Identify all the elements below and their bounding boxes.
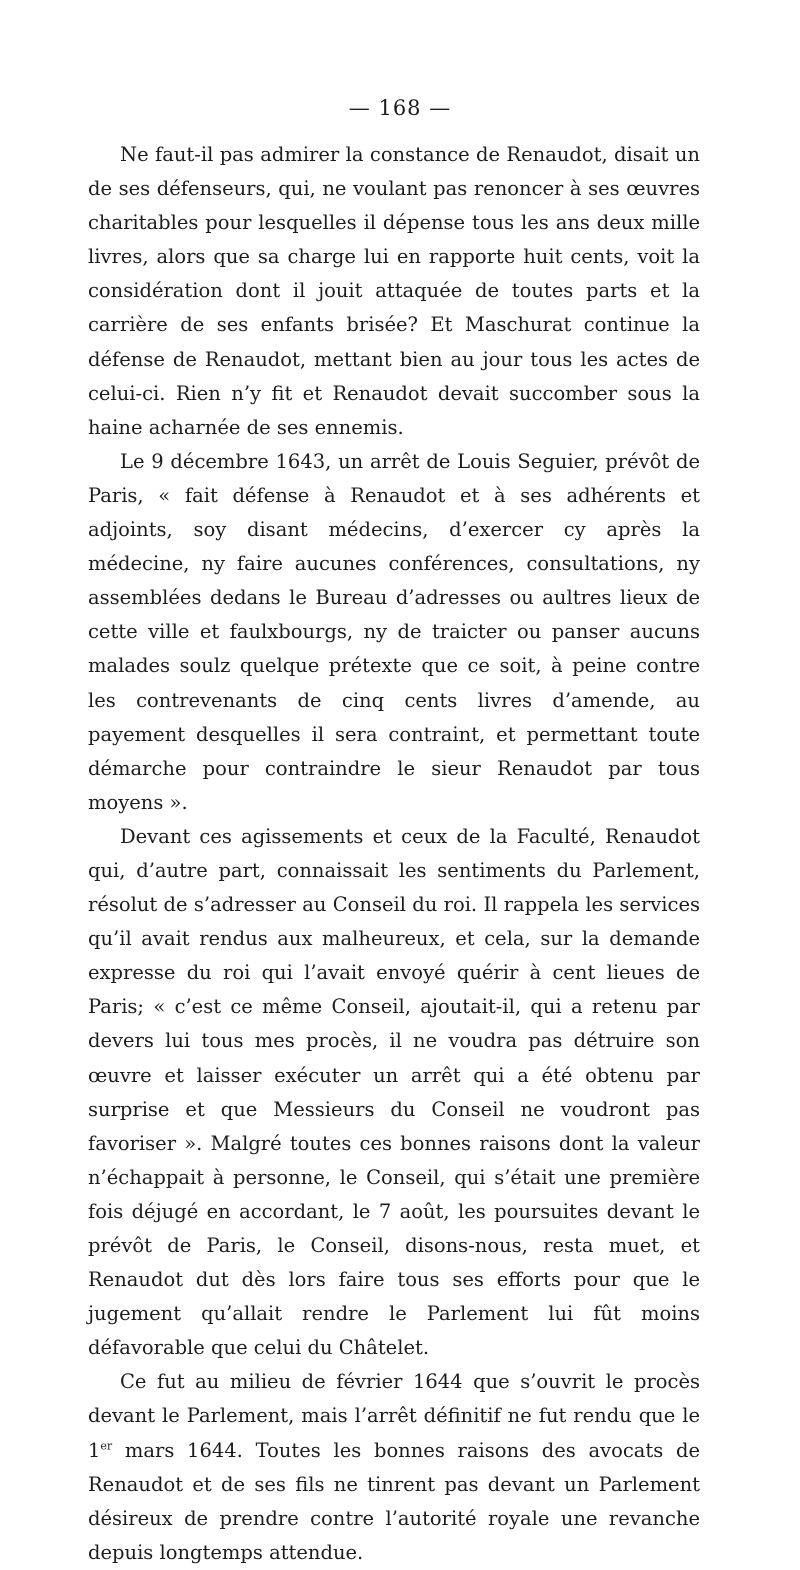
body-text	[88, 138, 700, 1570]
paragraph: Ne faut-il pas admirer la constance de Renaudot, disait un de ses défenseurs, qui, ne voulant pas renoncer à ses œuvres charitables pour lesquelles il dépense tous les ans deux mille livres, alors que sa charge lui en rapporte huit cents, voit la considération dont il jouit attaquée de toutes parts et la carrière de ses enfants brisée? Et Maschurat continue la défense de Renaudot, mettant bien au jour tous les actes de celui-ci. Rien n’y fit et Renaudot devait succomber sous la haine acharnée de ses ennemis.	[88, 143, 700, 439]
paragraph-text-end: mars 1644. Toutes les bonnes raisons des avocats de Renaudot et de ses fils ne tinrent pas devant un Parlement désireux de prendre contre l’autorité royale une revanche depuis longtemps attendue.	[88, 1438, 700, 1564]
page-number: — 168 —	[348, 96, 452, 120]
ordinal-superscript: er	[100, 1439, 113, 1453]
paragraph: Le 9 décembre 1643, un arrêt de Louis Seguier, prévôt de Paris, « fait défense à Renaudot et à ses adhérents et adjoints, soy disant médecins, d’exercer cy après la médecine, ny faire aucunes conférences, consultations, ny assemblées dedans le Bureau d’adresses ou aultres lieux de cette ville et faulxbourgs, ny de traicter ou panser aucuns malades soulz quelque prétexte que ce soit, à peine contre les contrevenants de cinq cents livres d’amende, au payement desquelles il sera contraint, et permettant toute démarche pour contraindre le sieur Renaudot par tous moyens ».	[88, 449, 700, 814]
paragraph-text-start: Ce fut au milieu de février 1644 que s’ouvrit le procès devant le Parlement, mais l’arrêt définitif ne fut rendu que le 1	[88, 1370, 700, 1462]
paragraph: Devant ces agissements et ceux de la Faculté, Renaudot qui, d’autre part, connaissait les sentiments du Parlement, résolut de s’adresser au Conseil du roi. Il rappela les services qu’il avait rendus aux malheureux, et cela, sur la demande expresse du roi qui l’avait envoyé quérir à cent lieues de Paris; « c’est ce même Conseil, ajoutait-il, qui a retenu par devers lui tous mes procès, il ne voudra pas détruire son œuvre et laisser exécuter un arrêt qui a été obtenu par surprise et que Messieurs du Conseil ne voudront pas favoriser ». Malgré toutes ces bonnes raisons dont la valeur n’échappait à personne, le Conseil, qui s’était une première fois déjugé en accordant, le 7 août, les poursuites devant le prévôt de Paris, le Conseil, disons-nous, resta muet, et Renaudot dut dès lors faire tous ses efforts pour que le jugement qu’allait rendre le Parlement lui fût moins défavorable que celui du Châtelet.	[88, 824, 700, 1360]
paragraph-last	[88, 1365, 700, 1570]
